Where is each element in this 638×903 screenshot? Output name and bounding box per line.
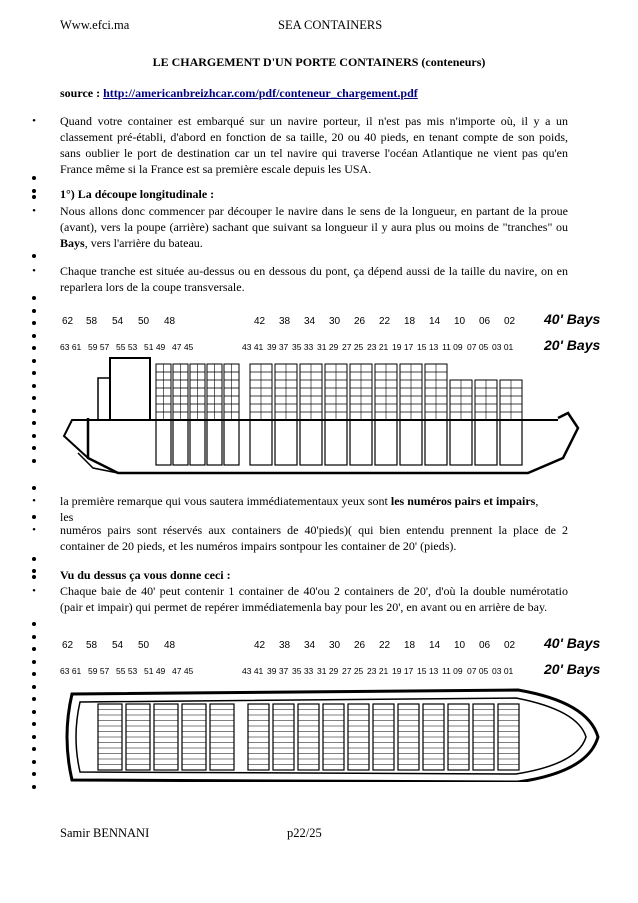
- bay-number: 30: [329, 640, 341, 651]
- ship-side-view-diagram: [58, 308, 606, 486]
- hold: [156, 420, 171, 465]
- hold: [350, 420, 372, 465]
- bay-number: 11 09: [442, 342, 463, 352]
- text-span: Nous allons donc commencer par découper le navire dans le sens de la longueur, en partant de la proue (avant), vers la poupe (arrière) sachant que suivant sa longueur il y aura plus ou moins de "tranches" ou: [60, 204, 568, 234]
- bay-number: 50: [138, 316, 150, 327]
- bay-number: 27 25: [342, 666, 364, 676]
- bullet-icon: [32, 189, 36, 193]
- bay-number: 18: [404, 640, 416, 651]
- document-title: LE CHARGEMENT D'UN PORTE CONTAINERS (conteneurs): [152, 55, 486, 69]
- bay-number: 54: [112, 640, 124, 651]
- container-rows: [98, 704, 519, 770]
- hold: [190, 420, 205, 465]
- bullet-icon: [32, 384, 36, 388]
- bullet-icon: [32, 459, 36, 463]
- text-span: , vers l'arrière du bateau.: [84, 236, 203, 250]
- source-link[interactable]: http://americanbreizhcar.com/pdf/conteneur_chargement.pdf: [103, 86, 418, 100]
- text-span: ,: [535, 494, 539, 508]
- paragraph-intro: Quand votre container est embarqué sur un navire porteur, il n'est pas mis n'importe où, il y a un classement pré-établi, d'abord en fonction de sa taille, 20 ou 40 pieds, en tenant compte de son poids, sans oublier le port de destination car un tel navire qui traverse l'océan Atlantique ne vient pas qu'en France même si la France est sa première escale depuis les USA.: [60, 114, 568, 176]
- bullet-icon: [32, 346, 36, 350]
- bay-number: 06: [479, 316, 491, 327]
- hold: [325, 420, 347, 465]
- ship-hull: [88, 413, 578, 473]
- bullet-icon: [32, 309, 36, 313]
- hold: [300, 420, 322, 465]
- bullet-icon: [32, 321, 36, 325]
- bullet-icon: [32, 685, 36, 689]
- bullet-icon: [32, 785, 36, 789]
- bay-number: 55 53: [116, 342, 138, 352]
- bay-number: 07 05: [467, 342, 489, 352]
- footer-author: Samir BENNANI: [60, 826, 150, 840]
- bullet-icon: [32, 434, 36, 438]
- bullet-icon: [32, 569, 36, 573]
- bay-number: 58: [86, 316, 98, 327]
- hold: [400, 420, 422, 465]
- bay-number: 54: [112, 316, 124, 327]
- bullet-icon: [32, 735, 36, 739]
- bay-number: 31 29: [317, 342, 339, 352]
- bay-number: 06: [479, 640, 491, 651]
- hold-compartments: [156, 420, 522, 465]
- hold: [250, 420, 272, 465]
- bay-number: 15 13: [417, 666, 439, 676]
- bullet-icon: [32, 176, 36, 180]
- bullet-icon: [32, 254, 36, 258]
- bullet-icon: [32, 647, 36, 651]
- bay-number: 62: [62, 316, 74, 327]
- bay-number: 10: [454, 640, 466, 651]
- forty-bays-label: 40' Bays: [544, 311, 601, 327]
- bay-number: 47 45: [172, 342, 194, 352]
- bullet-icon: [32, 575, 36, 579]
- bullet-icon: [32, 396, 36, 400]
- ship-top-view-diagram: [58, 632, 606, 782]
- bay-number: 59 57: [88, 342, 110, 352]
- bullet-icon: •: [32, 265, 36, 277]
- bullet-icon: [32, 486, 36, 490]
- bay-number: 48: [164, 316, 176, 327]
- bay-number: 47 45: [172, 666, 194, 676]
- bay-number: 18: [404, 316, 416, 327]
- hold: [173, 420, 188, 465]
- bay-number: 51 49: [144, 342, 166, 352]
- paragraph-remark: [60, 493, 568, 525]
- bullet-icon: [32, 409, 36, 413]
- bay-number: 43 41: [242, 666, 264, 676]
- bay-number: 42: [254, 316, 266, 327]
- bay-number: 30: [329, 316, 341, 327]
- hold: [207, 420, 222, 465]
- bay-number: 22: [379, 316, 391, 327]
- header-title: SEA CONTAINERS: [278, 18, 383, 32]
- bullet-icon: [32, 334, 36, 338]
- bullet-icon: [32, 697, 36, 701]
- bay-number: 50: [138, 640, 150, 651]
- bay-number: 62: [62, 640, 74, 651]
- twenty-bays-label: 20' Bays: [544, 337, 601, 353]
- bay-number: 26: [354, 640, 366, 651]
- bay-number: 14: [429, 640, 441, 651]
- bullet-icon: [32, 772, 36, 776]
- bullet-icon: [32, 622, 36, 626]
- hold: [375, 420, 397, 465]
- bullet-icon: [32, 722, 36, 726]
- bay-number: 19 17: [392, 666, 414, 676]
- bullet-icon: [32, 660, 36, 664]
- bullet-icon: •: [32, 495, 36, 507]
- bay-number: 58: [86, 640, 98, 651]
- bullet-icon: [32, 515, 36, 519]
- bullet-icon: [32, 446, 36, 450]
- source-label: source :: [60, 86, 104, 100]
- bay-number: 39 37: [267, 342, 289, 352]
- heading-top-view: Vu du dessus ça vous donne ceci :: [60, 568, 231, 582]
- source-line: [60, 86, 418, 101]
- hold: [475, 420, 497, 465]
- bay-number: 43 41: [242, 342, 264, 352]
- footer-page: p22/25: [287, 826, 322, 840]
- bullet-icon: [32, 371, 36, 375]
- bay-number: 59 57: [88, 666, 110, 676]
- bullet-icon: [32, 672, 36, 676]
- bay-number: 26: [354, 316, 366, 327]
- bay-number: 11 09: [442, 666, 463, 676]
- bullet-icon: [32, 421, 36, 425]
- bay-number: 07 05: [467, 666, 489, 676]
- odd-bay-numbers: [60, 342, 514, 352]
- even-bay-numbers: [62, 316, 516, 327]
- bay-number: 39 37: [267, 666, 289, 676]
- bay-number: 10: [454, 316, 466, 327]
- bay-number: 34: [304, 316, 316, 327]
- bays-bold: Bays: [60, 236, 85, 250]
- bullet-icon: •: [32, 585, 36, 597]
- bay-number: 27 25: [342, 342, 364, 352]
- paragraph-top-view: Chaque baie de 40' peut contenir 1 container de 40'ou 2 containers de 20', d'où la double numérotatio (pair et impair) qui permet de repérer immédiatemenla bay pour les 20', en avant ou en arrière de bay.: [60, 584, 568, 614]
- bay-number: 31 29: [317, 666, 339, 676]
- bay-number: 48: [164, 640, 176, 651]
- even-odd-bold: les numéros pairs et impairs: [390, 494, 536, 508]
- bay-number: 22: [379, 640, 391, 651]
- bullet-icon: [32, 359, 36, 363]
- bullet-icon: •: [32, 205, 36, 217]
- bay-number: 14: [429, 316, 441, 327]
- bridge-superstructure: [110, 358, 150, 420]
- bay-number: 38: [279, 316, 291, 327]
- hold: [450, 420, 472, 465]
- bay-number: 34: [304, 640, 316, 651]
- bay-number: 23 21: [367, 342, 389, 352]
- bullet-icon: [32, 760, 36, 764]
- bay-number: 63 61: [60, 342, 82, 352]
- bay-number: 38: [279, 640, 291, 651]
- bay-number: 35 33: [292, 666, 314, 676]
- bay-number: 03 01: [492, 342, 514, 352]
- hold: [500, 420, 522, 465]
- funnel: [98, 378, 110, 420]
- bay-number: 02: [504, 640, 516, 651]
- paragraph-numbers: numéros pairs sont réservés aux containers de 40'pieds)( qui bien entendu prennent la place de 2 container de 20 pieds, et les numéros impairs sontpour les container de 20' (pieds).: [60, 523, 568, 553]
- bay-number: 42: [254, 640, 266, 651]
- bay-number: 51 49: [144, 666, 166, 676]
- bullet-icon: [32, 296, 36, 300]
- paragraph-bays: [60, 203, 568, 251]
- bullet-icon: •: [32, 524, 36, 536]
- twenty-bays-label: 20' Bays: [544, 661, 601, 677]
- bay-number: 03 01: [492, 666, 514, 676]
- bay-number: 35 33: [292, 342, 314, 352]
- bay-number: 55 53: [116, 666, 138, 676]
- even-bay-numbers: [62, 640, 516, 651]
- paragraph-deck: Chaque tranche est située au-dessus ou en dessous du pont, ça dépend aussi de la taille du navire, on en reparlera lors de la coupe transversale.: [60, 264, 568, 294]
- bullet-icon: [32, 747, 36, 751]
- bullet-icon: [32, 710, 36, 714]
- odd-bay-numbers: [60, 666, 514, 676]
- bullet-icon: •: [32, 115, 36, 127]
- bullet-icon: [32, 557, 36, 561]
- heading-longitudinal: 1°) La découpe longitudinale :: [60, 187, 215, 201]
- bay-number: 63 61: [60, 666, 82, 676]
- text-span: les: [60, 510, 74, 524]
- hold: [425, 420, 447, 465]
- forty-bays-label: 40' Bays: [544, 635, 601, 651]
- bullet-icon: [32, 635, 36, 639]
- bay-number: 23 21: [367, 666, 389, 676]
- bullet-icon: [32, 195, 36, 199]
- bay-number: 02: [504, 316, 516, 327]
- header-site: Www.efci.ma: [60, 18, 130, 32]
- hold: [275, 420, 297, 465]
- hold: [224, 420, 239, 465]
- text-span: la première remarque qui vous sautera immédiatementaux yeux sont: [60, 494, 391, 508]
- container-stacks: [156, 364, 522, 420]
- bay-number: 19 17: [392, 342, 414, 352]
- stern: [64, 420, 88, 458]
- bay-number: 15 13: [417, 342, 439, 352]
